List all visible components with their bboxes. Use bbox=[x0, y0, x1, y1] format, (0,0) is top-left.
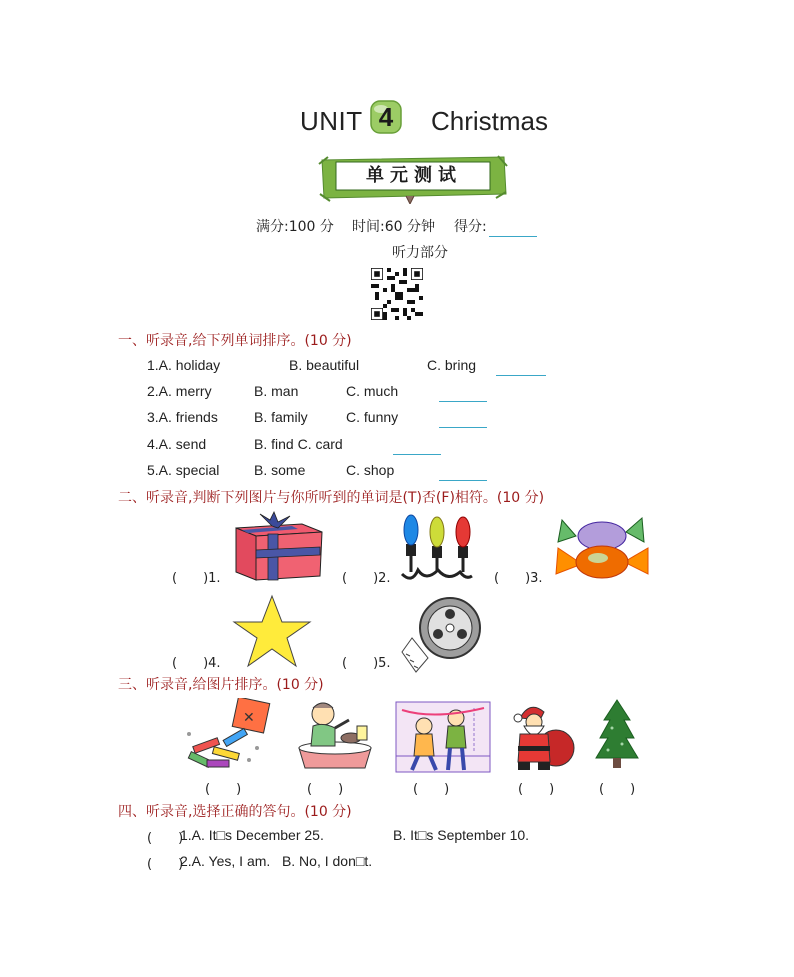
unit-title: Christmas bbox=[431, 106, 549, 136]
full-score: 满分:100 分 bbox=[256, 219, 334, 235]
q3-option-c: C. funny bbox=[346, 409, 399, 425]
christmas-lights-icon bbox=[398, 510, 476, 584]
q3-option-b: B. family bbox=[254, 409, 308, 425]
santa-icon bbox=[510, 698, 576, 774]
score-label: 得分: bbox=[454, 219, 487, 235]
q2-option-c: C. much bbox=[346, 383, 399, 399]
q3-answer-blank[interactable] bbox=[439, 413, 487, 428]
s3-item-3-label[interactable]: ( ) bbox=[413, 782, 450, 797]
s4-q1-option-a: 1.A. It□s December 25. bbox=[180, 827, 324, 843]
q5-answer-blank[interactable] bbox=[439, 466, 487, 481]
listening-heading: 听力部分 bbox=[392, 245, 448, 261]
score-blank[interactable] bbox=[489, 222, 537, 237]
s3-item-1-label[interactable]: ( ) bbox=[205, 782, 242, 797]
q1-option-a: 1.A. holiday bbox=[147, 357, 221, 373]
unit-label: UNIT bbox=[300, 106, 363, 136]
s3-item-2-label[interactable]: ( ) bbox=[307, 782, 344, 797]
q4-option-a: 4.A. send bbox=[147, 436, 207, 452]
q3-option-a: 3.A. friends bbox=[147, 409, 218, 425]
section-1-title: 一、听录音,给下列单词排序。(10 分) bbox=[118, 333, 352, 349]
time-limit: 时间:60 分钟 bbox=[352, 219, 435, 235]
s2-item-2-label[interactable]: ( )2. bbox=[342, 571, 391, 586]
candy-icon bbox=[552, 512, 650, 584]
q4-answer-blank[interactable] bbox=[393, 440, 441, 455]
gift-box-icon bbox=[232, 510, 324, 582]
s3-item-4-label[interactable]: ( ) bbox=[518, 782, 555, 797]
s4-q1-paren[interactable]: ( ) bbox=[147, 831, 184, 846]
crackers-icon bbox=[183, 698, 271, 772]
q2-option-a: 2.A. merry bbox=[147, 383, 212, 399]
qr-code-icon[interactable] bbox=[371, 268, 423, 320]
s2-item-1-label[interactable]: ( )1. bbox=[172, 571, 221, 586]
decorating-icon bbox=[394, 700, 492, 774]
q5-option-c: C. shop bbox=[346, 462, 395, 478]
q1-option-c: C. bring bbox=[427, 357, 477, 373]
s4-q2-paren[interactable]: ( ) bbox=[147, 857, 184, 872]
s3-item-5-label[interactable]: ( ) bbox=[599, 782, 636, 797]
unit-number: 4 bbox=[378, 102, 394, 132]
q1-answer-blank[interactable] bbox=[496, 361, 546, 376]
s4-q1-option-b: B. It□s September 10. bbox=[393, 827, 530, 843]
svg-text:✕: ✕ bbox=[243, 710, 255, 726]
star-icon bbox=[232, 594, 312, 668]
s2-item-3-label[interactable]: ( )3. bbox=[494, 571, 543, 586]
section-2-title: 二、听录音,判断下列图片与你所听到的单词是(T)否(F)相符。(10 分) bbox=[118, 490, 545, 506]
q2-option-b: B. man bbox=[254, 383, 299, 399]
q5-option-b: B. some bbox=[254, 462, 306, 478]
film-reel-icon bbox=[398, 594, 482, 674]
christmas-tree-icon bbox=[594, 698, 640, 772]
s2-item-5-label[interactable]: ( )5. bbox=[342, 656, 391, 671]
s4-q2-options: 2.A. Yes, I am. B. No, I don□t. bbox=[180, 853, 373, 869]
banner-title: 单元测试 bbox=[366, 165, 462, 186]
q5-option-a: 5.A. special bbox=[147, 462, 220, 478]
s2-item-4-label[interactable]: ( )4. bbox=[172, 656, 221, 671]
section-4-title: 四、听录音,选择正确的答句。(10 分) bbox=[118, 804, 352, 820]
section-3-title: 三、听录音,给图片排序。(10 分) bbox=[118, 677, 324, 693]
q4-option-b: B. find C. card bbox=[254, 436, 343, 452]
dinner-icon bbox=[295, 698, 375, 772]
q1-option-b: B. beautiful bbox=[289, 357, 360, 373]
q2-answer-blank[interactable] bbox=[439, 387, 487, 402]
